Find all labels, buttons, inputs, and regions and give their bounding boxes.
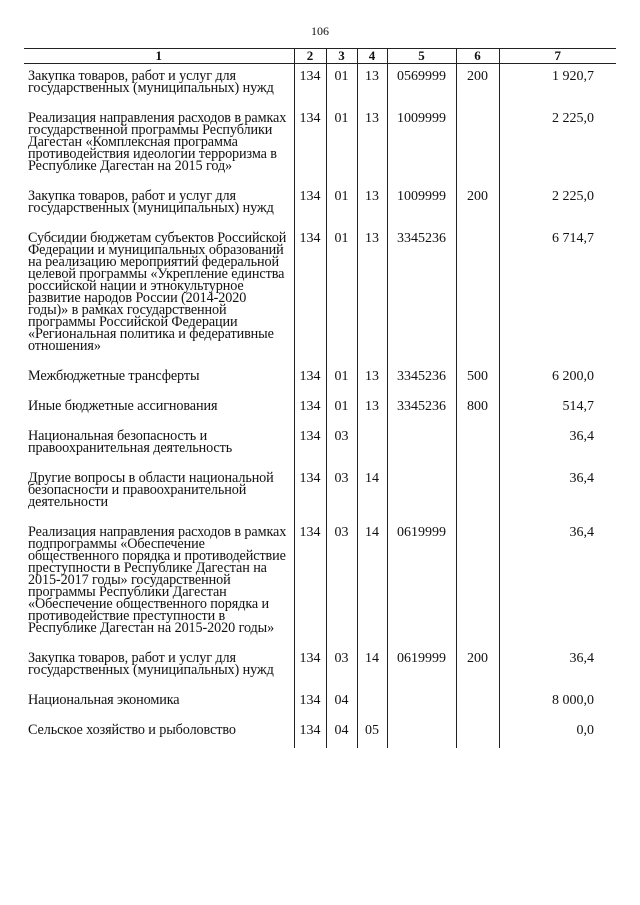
row-amount: 6 714,7 <box>499 226 616 364</box>
row-col-4: 13 <box>357 64 387 107</box>
row-col-2: 134 <box>294 64 326 107</box>
row-col-3: 04 <box>326 688 357 718</box>
header-col-3: 3 <box>326 49 357 64</box>
row-col-2: 134 <box>294 646 326 688</box>
budget-table <box>24 48 616 748</box>
header-col-6: 6 <box>456 49 499 64</box>
row-col-6: 500 <box>456 364 499 394</box>
row-name: Сельское хозяйство и рыболовство <box>28 722 236 738</box>
row-amount: 6 200,0 <box>499 364 616 394</box>
row-col-4: 13 <box>357 394 387 424</box>
table-row <box>24 718 616 748</box>
row-col-5 <box>387 688 456 718</box>
row-col-5: 1009999 <box>387 106 456 184</box>
page-number: 106 <box>311 24 329 38</box>
table-row <box>24 424 616 466</box>
table-row <box>24 64 616 107</box>
row-col-3: 03 <box>326 424 357 466</box>
row-col-5 <box>387 424 456 466</box>
row-col-4: 13 <box>357 226 387 364</box>
row-amount: 8 000,0 <box>499 688 616 718</box>
table-row <box>24 364 616 394</box>
row-col-5 <box>387 718 456 748</box>
table-row <box>24 394 616 424</box>
row-col-6 <box>456 520 499 646</box>
row-col-3: 01 <box>326 106 357 184</box>
row-col-2: 134 <box>294 364 326 394</box>
row-col-4: 13 <box>357 184 387 226</box>
row-amount: 2 225,0 <box>499 184 616 226</box>
table-row <box>24 520 616 646</box>
row-col-6: 200 <box>456 184 499 226</box>
row-col-4: 14 <box>357 466 387 520</box>
row-name: Иные бюджетные ассигнования <box>28 398 218 414</box>
row-amount: 0,0 <box>499 718 616 748</box>
row-col-6: 800 <box>456 394 499 424</box>
row-col-6 <box>456 226 499 364</box>
row-col-3: 01 <box>326 64 357 107</box>
row-col-2: 134 <box>294 466 326 520</box>
row-name: Закупка товаров, работ и услуг для государственных (муниципальных) нужд <box>28 650 274 678</box>
row-amount: 36,4 <box>499 646 616 688</box>
row-col-5: 1009999 <box>387 184 456 226</box>
row-amount: 514,7 <box>499 394 616 424</box>
row-col-5: 0619999 <box>387 646 456 688</box>
row-col-5: 3345236 <box>387 394 456 424</box>
row-name: Национальная безопасность и правоохранительная деятельность <box>28 428 233 456</box>
row-col-4 <box>357 688 387 718</box>
row-col-3: 03 <box>326 466 357 520</box>
row-col-2: 134 <box>294 520 326 646</box>
row-col-4 <box>357 424 387 466</box>
table-row <box>24 106 616 184</box>
table-row <box>24 646 616 688</box>
row-col-2: 134 <box>294 226 326 364</box>
row-col-3: 01 <box>326 364 357 394</box>
row-amount: 2 225,0 <box>499 106 616 184</box>
row-col-2: 134 <box>294 688 326 718</box>
row-col-6: 200 <box>456 64 499 107</box>
row-name: Реализация направления расходов в рамках государственной программы Республики Дагестан «Комплексная программа противодействия идеологии терроризма в Республике Дагестан на 2015 год» <box>28 110 287 174</box>
header-col-4: 4 <box>357 49 387 64</box>
row-col-5: 3345236 <box>387 226 456 364</box>
row-col-6 <box>456 688 499 718</box>
row-name: Закупка товаров, работ и услуг для государственных (муниципальных) нужд <box>28 68 274 96</box>
row-amount: 36,4 <box>499 520 616 646</box>
row-col-3: 03 <box>326 646 357 688</box>
row-col-4: 14 <box>357 646 387 688</box>
row-name: Реализация направления расходов в рамках подпрограммы «Обеспечение общественного порядка и противодействие преступности в Республике Дагестан на 2015-2017 годы» государственной программы Республики Дагестан «Обеспечение общественного порядка и противодействие преступности в Республике Дагестан на 2015-2020 годы» <box>28 524 287 636</box>
row-col-5 <box>387 466 456 520</box>
table-row <box>24 466 616 520</box>
row-col-5: 3345236 <box>387 364 456 394</box>
row-col-2: 134 <box>294 106 326 184</box>
table-row <box>24 688 616 718</box>
row-col-3: 01 <box>326 226 357 364</box>
row-col-4: 13 <box>357 106 387 184</box>
row-col-3: 01 <box>326 184 357 226</box>
table-row <box>24 184 616 226</box>
header-col-1: 1 <box>24 49 294 64</box>
row-col-5: 0569999 <box>387 64 456 107</box>
row-name: Другие вопросы в области национальной безопасности и правоохранительной деятельности <box>28 470 274 510</box>
row-name: Национальная экономика <box>28 692 180 708</box>
row-name: Субсидии бюджетам субъектов Российской Федерации и муниципальных образований на реализацию мероприятий федеральной целевой программы «Укрепление единства российской нации и этнокультурное развитие народов России (2014-2020 годы)» в рамках государственной программы Российской Федерации «Региональная политика и федеративные отношения» <box>28 230 287 354</box>
header-col-5: 5 <box>387 49 456 64</box>
row-name: Межбюджетные трансферты <box>28 368 200 384</box>
row-col-6 <box>456 466 499 520</box>
row-col-3: 04 <box>326 718 357 748</box>
row-col-2: 134 <box>294 184 326 226</box>
row-col-4: 05 <box>357 718 387 748</box>
header-col-2: 2 <box>294 49 326 64</box>
row-col-5: 0619999 <box>387 520 456 646</box>
row-amount: 36,4 <box>499 424 616 466</box>
header-col-7: 7 <box>499 49 616 64</box>
row-amount: 36,4 <box>499 466 616 520</box>
row-col-6 <box>456 106 499 184</box>
row-name: Закупка товаров, работ и услуг для государственных (муниципальных) нужд <box>28 188 274 216</box>
table-row <box>24 226 616 364</box>
row-col-2: 134 <box>294 424 326 466</box>
row-col-6 <box>456 718 499 748</box>
header-row <box>24 49 616 64</box>
row-col-3: 01 <box>326 394 357 424</box>
row-col-2: 134 <box>294 718 326 748</box>
row-amount: 1 920,7 <box>499 64 616 107</box>
row-col-4: 13 <box>357 364 387 394</box>
row-col-2: 134 <box>294 394 326 424</box>
row-col-6 <box>456 424 499 466</box>
row-col-4: 14 <box>357 520 387 646</box>
row-col-3: 03 <box>326 520 357 646</box>
row-col-6: 200 <box>456 646 499 688</box>
